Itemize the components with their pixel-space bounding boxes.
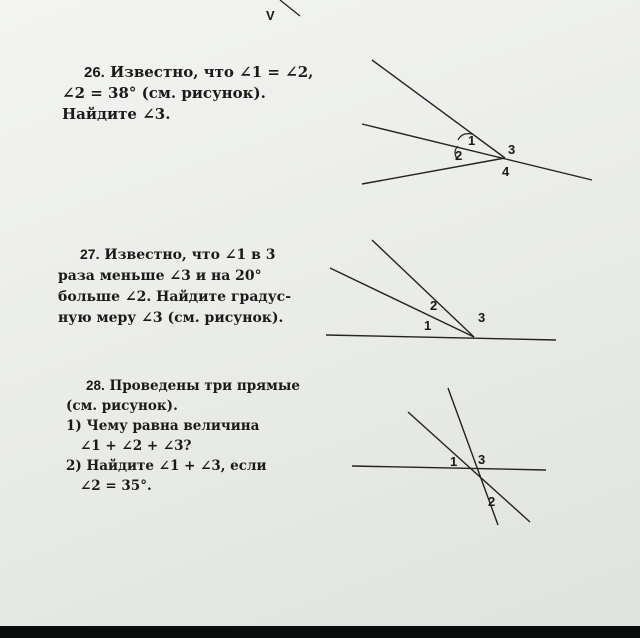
top-fragment-line [280, 0, 300, 16]
problem-27 [58, 244, 291, 329]
fig27-base-line [326, 335, 556, 340]
fig26-label-4: 4 [502, 164, 510, 179]
problem-28-line-2: (см. рисунок). [66, 398, 178, 414]
problem-26-number: 26. [84, 64, 105, 81]
problem-28 [66, 376, 300, 496]
problem-28-line-3: 1) Чему равна величина [66, 418, 260, 434]
fig27-label-2: 2 [430, 298, 438, 313]
problem-28-number: 28. [86, 378, 105, 393]
fig27-label-1: 1 [424, 318, 432, 333]
problem-28-line-5: 2) Найдите ∠1 + ∠3, если [66, 458, 267, 474]
fig27-ray-b [330, 268, 474, 337]
problem-27-line-1: Известно, что ∠1 в 3 [104, 247, 276, 263]
fig26-line-c [362, 158, 505, 184]
problem-27-line-3: больше ∠2. Найдите градус- [58, 289, 292, 305]
problem-28-line-4: ∠1 + ∠2 + ∠3? [80, 438, 192, 454]
fig26-label-2: 2 [455, 148, 463, 163]
problem-27-number: 27. [80, 246, 100, 262]
figure-28 [352, 388, 546, 525]
figure-26 [362, 60, 592, 184]
fig28-label-2: 2 [488, 494, 496, 509]
problem-27-line-4: ную меру ∠3 (см. рисунок). [58, 310, 284, 326]
fig26-label-1: 1 [468, 133, 476, 148]
problem-26-line-1: Известно, что ∠1 = ∠2, [110, 63, 314, 81]
photo-bottom-edge [0, 626, 640, 638]
fig27-label-3: 3 [478, 310, 486, 325]
problem-27-line-2: раза меньше ∠3 и на 20° [58, 268, 262, 284]
problem-26 [62, 62, 313, 125]
problem-28-line-1: Проведены три прямые [109, 378, 301, 394]
fig28-label-1: 1 [450, 454, 458, 469]
fig27-ray-a [372, 240, 474, 337]
top-fragment-letter: V [266, 8, 275, 23]
fig28-horizontal-line [352, 466, 546, 470]
figure-27 [326, 240, 556, 340]
fig28-label-3: 3 [478, 452, 486, 467]
problem-26-line-3: Найдите ∠3. [62, 105, 171, 123]
fig26-line-b [362, 124, 592, 180]
problem-28-line-6: ∠2 = 35°. [80, 478, 152, 494]
fig26-label-3: 3 [508, 142, 516, 157]
problem-26-line-2: ∠2 = 38° (см. рисунок). [62, 84, 266, 102]
